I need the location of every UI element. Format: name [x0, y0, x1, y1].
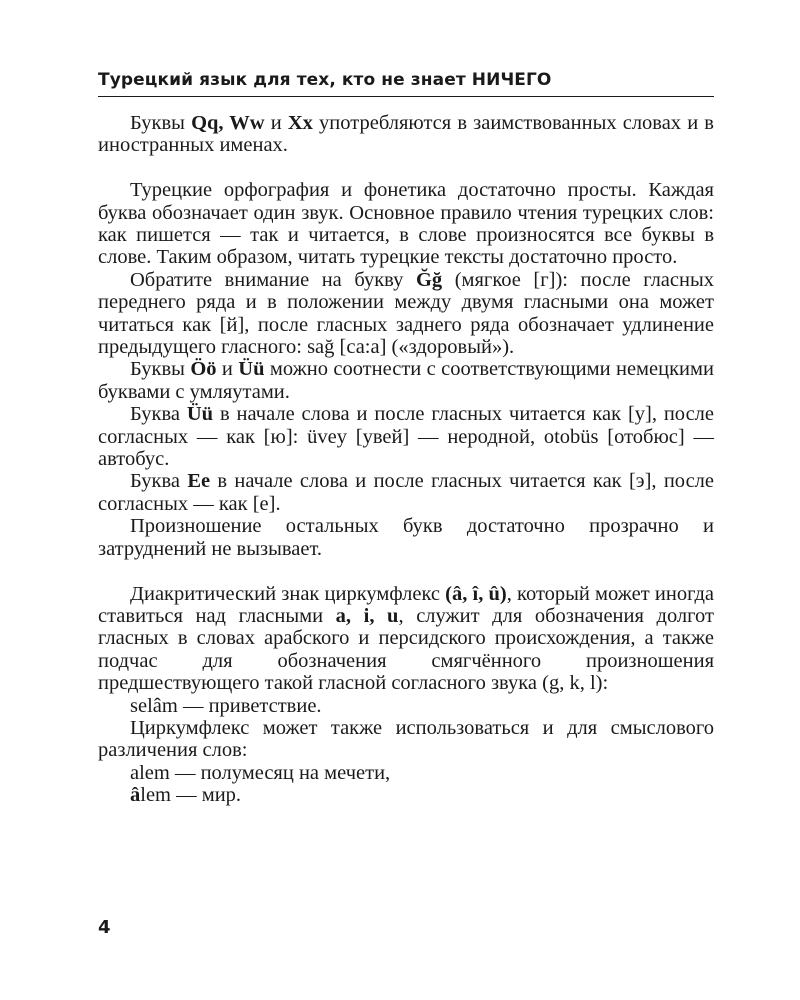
text-run: Буква [130, 470, 188, 493]
paragraph [98, 179, 714, 269]
running-header: Турецкий язык для тех, кто не знает НИЧЕГО [98, 70, 714, 97]
text-run: Диакритический знак циркумфлекс [130, 582, 446, 605]
paragraph [98, 784, 714, 806]
text-run: Буквы [130, 358, 191, 381]
paragraph [98, 695, 714, 717]
text-run: в начале слова и после гласных читается как [э], после согласных — как [е]. [98, 470, 714, 515]
text-run: можно соотнести с соответствующими немецкими буквами с умляутами. [98, 358, 714, 403]
paragraph [98, 583, 714, 695]
text-run: Циркумфлекс может также использоваться и для смыслового различения слов: [98, 716, 714, 762]
bold-text: Ee [187, 470, 211, 493]
text-run: , служит для обозначения долгот гласных в словах арабского и персидского происхождения, а также подчас для обозначения смягчённого произношения предшествующего такой гласной согласного звука (g, k, l): [98, 604, 714, 695]
bold-text: Üü [238, 358, 265, 381]
bold-text: Öö [190, 358, 217, 381]
bold-text: â [130, 784, 141, 807]
bold-text: Üü [186, 403, 214, 426]
text-run: alem — полумесяц на мечети, [130, 761, 391, 784]
text-run: и [216, 358, 239, 381]
text-run: в начале слова и после гласных читается как [у], после согласных — как [ю]: üvey [увей] — неродной, otobüs [отобюс] — автобус. [98, 403, 714, 471]
text-run: selâm — приветствие. [130, 694, 322, 717]
paragraph [98, 515, 714, 560]
text-run: употребляются в заимствованных словах и в иностранных именах. [98, 112, 714, 157]
text-run: Обратите внимание на букву [130, 268, 416, 291]
text-run: и [264, 112, 288, 134]
text-run: Произношение остальных букв достаточно прозрачно и затруднений не вызывает. [98, 515, 714, 560]
bold-text: a, i, u [335, 604, 399, 627]
text-run: (мягкое [г]): после гласных переднего ряда и в положении между двумя гласными она может читаться как [й], после гласных заднего ряда обозначает удлинение предыдущего гласного: sağ [са:а] («здоровый»). [98, 268, 714, 359]
text-run: , который может иногда ставиться над гласными [98, 582, 714, 627]
paragraph [98, 470, 714, 515]
text-run: Буквы [130, 112, 192, 134]
paragraph [98, 762, 714, 784]
page-body [98, 112, 714, 807]
bold-text: Xx [287, 112, 313, 134]
page-number: 4 [98, 917, 111, 938]
bold-text: Qq, Ww [191, 112, 265, 134]
paragraph [98, 717, 714, 762]
paragraph [98, 358, 714, 403]
bold-text: (â, î, û) [445, 582, 507, 605]
text-run: Буква [130, 403, 187, 426]
paragraph [98, 112, 714, 157]
text-run: Турецкие орфография и фонетика достаточно просты. Каждая буква обозначает один звук. Основное правило чтения турецких слов: как пишется — так и читается, в слове произносятся все буквы в слове. Таким образом, читать турецкие тексты достаточно просто. [98, 179, 714, 269]
paragraph [98, 269, 714, 359]
text-run: lem — мир. [140, 784, 242, 807]
bold-text: Ğğ [415, 268, 443, 291]
paragraph [98, 403, 714, 470]
